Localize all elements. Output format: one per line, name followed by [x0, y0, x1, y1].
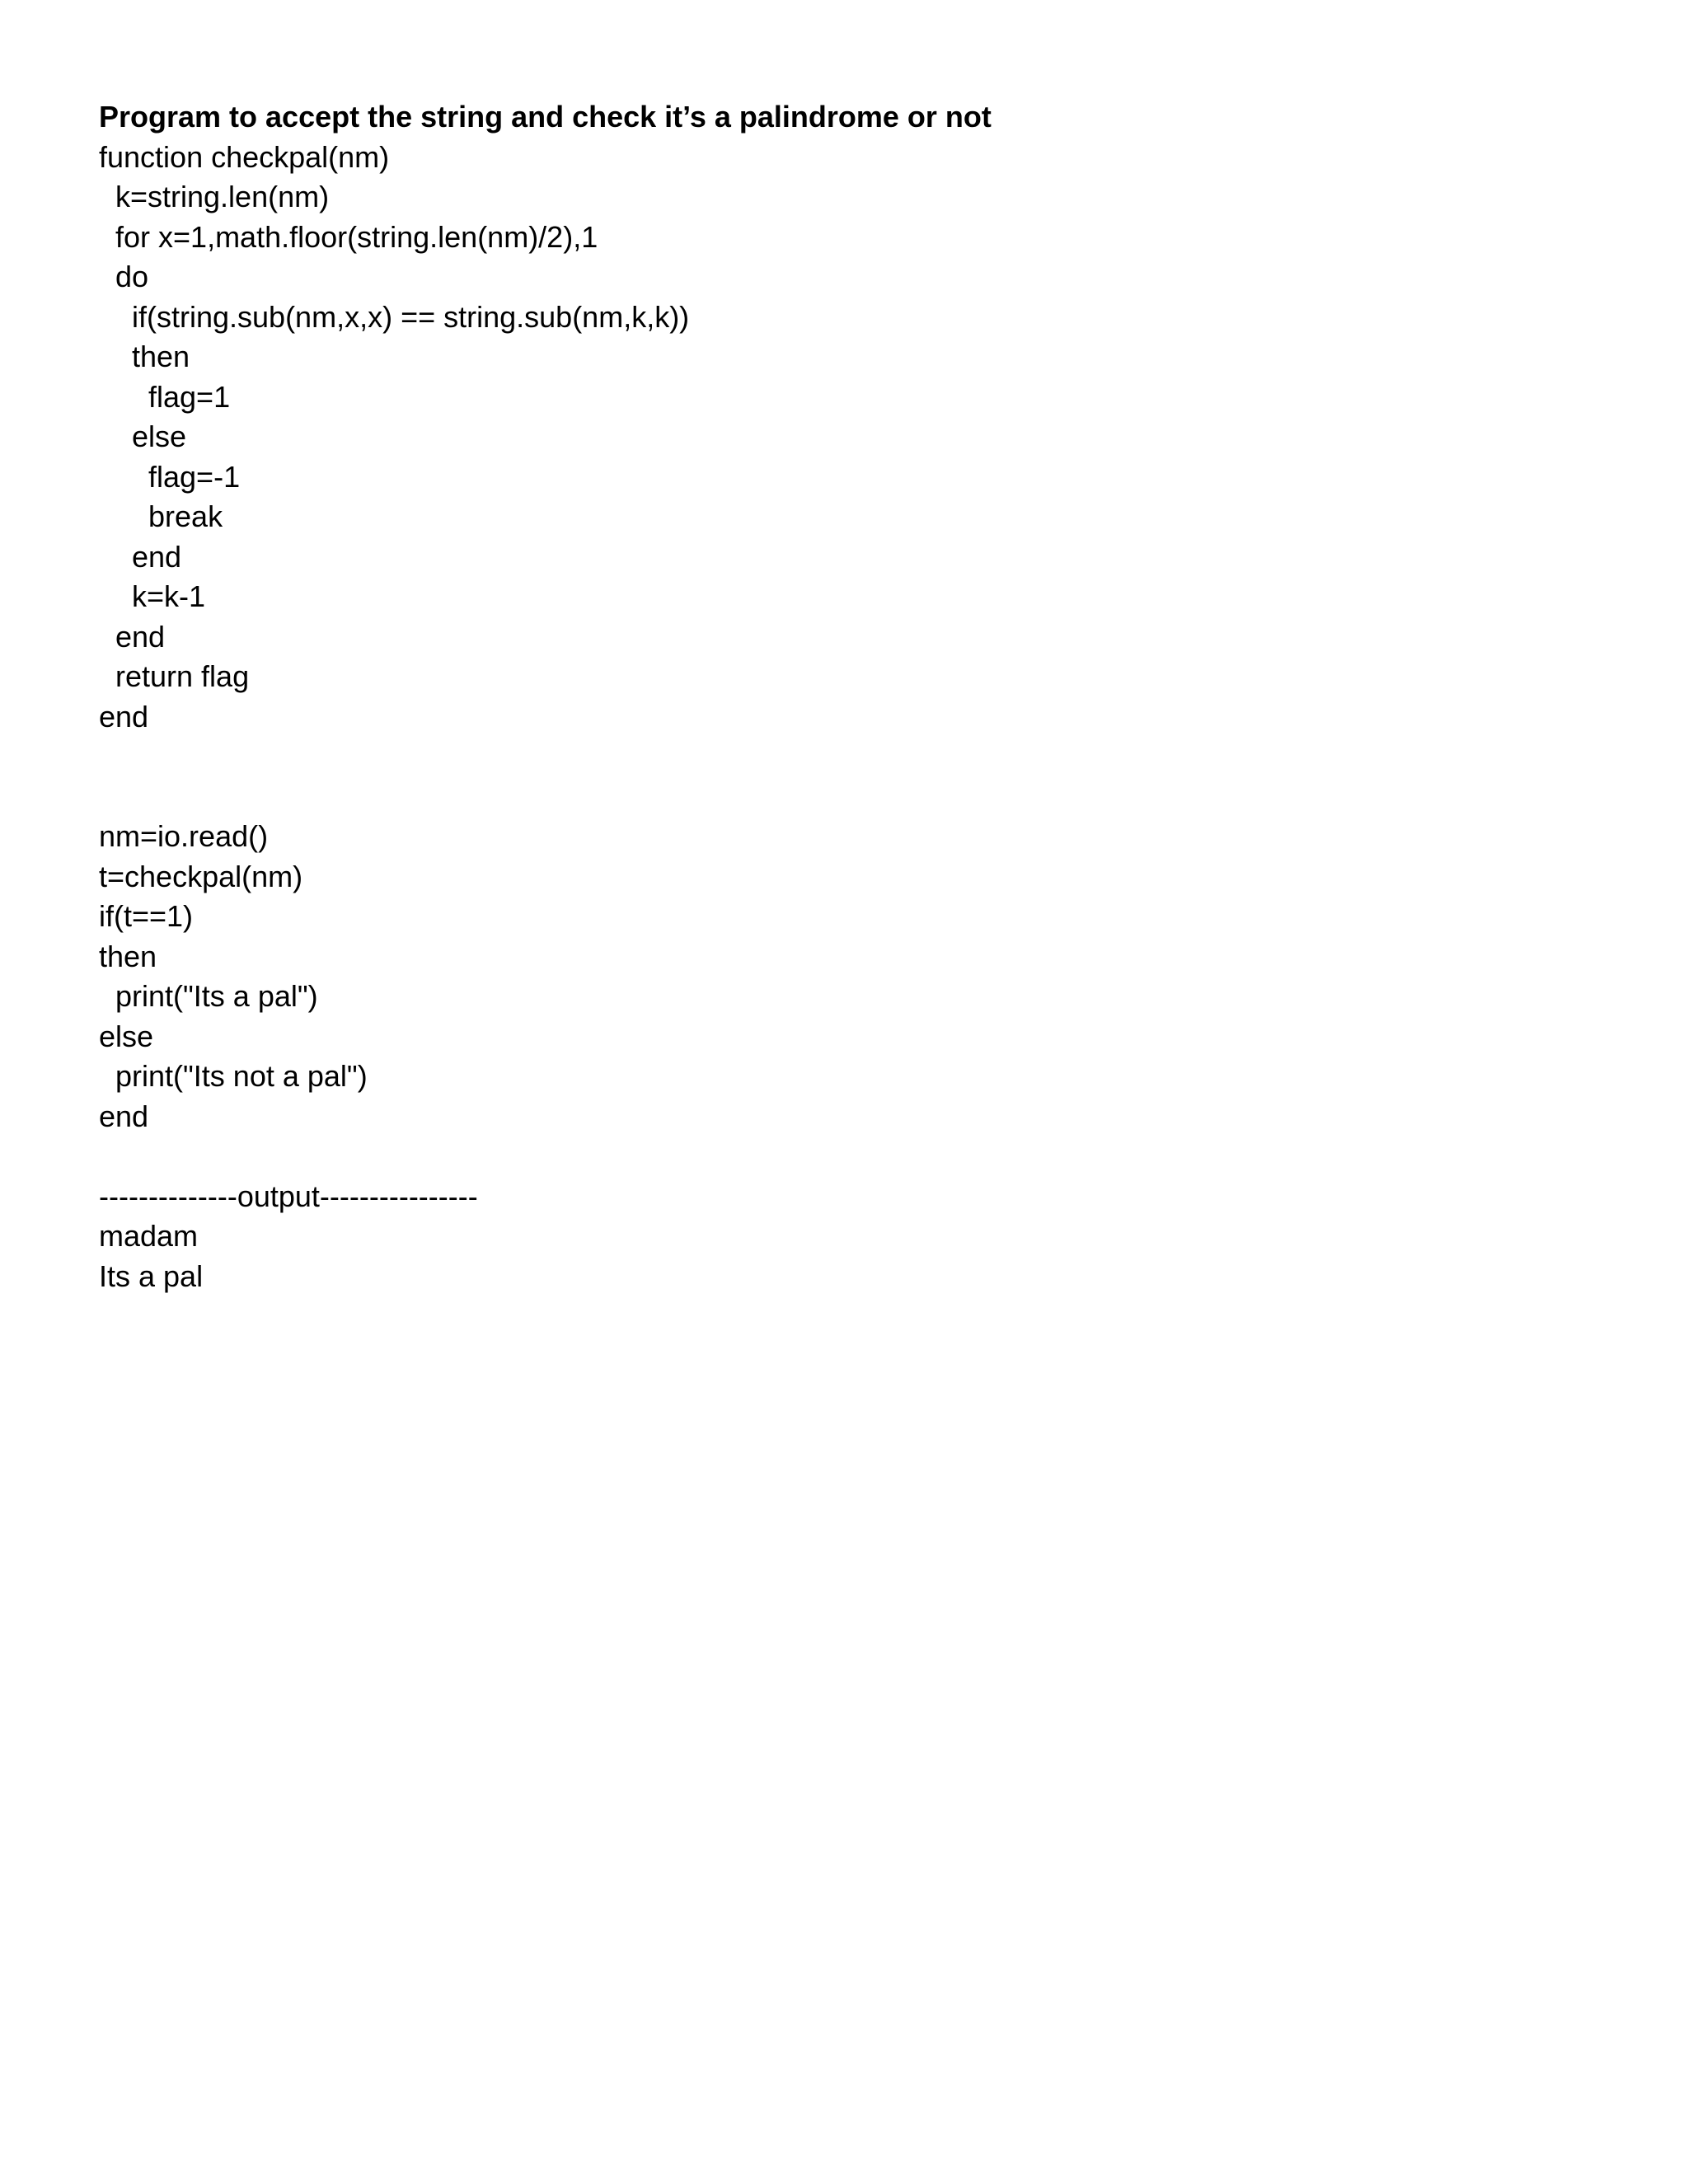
code-line: then	[99, 340, 190, 373]
code-line: Its a pal	[99, 1258, 204, 1293]
code-line: --------------output----------------	[99, 1179, 478, 1213]
code-line: flag=1	[99, 379, 231, 414]
code-line	[99, 777, 1582, 818]
code-line: t=checkpal(nm)	[99, 859, 303, 893]
code-line: madam	[99, 1219, 199, 1253]
code-line: end	[99, 539, 182, 574]
code-line: else	[99, 419, 187, 453]
document-title: Program to accept the string and check it’s a palindrome or not	[99, 100, 992, 134]
code-line: break	[99, 499, 223, 533]
document-body	[99, 97, 1582, 1296]
code-line: end	[99, 699, 149, 733]
code-line: print("Its not a pal")	[99, 1059, 368, 1093]
code-line	[99, 1137, 1582, 1177]
code-line: function checkpal(nm)	[99, 139, 390, 174]
code-line: if(t==1)	[99, 899, 194, 933]
code-line: do	[99, 260, 149, 293]
code-line: nm=io.read()	[99, 819, 269, 853]
code-block	[99, 138, 1582, 1297]
code-line: k=string.len(nm)	[99, 180, 330, 213]
code-line: print("Its a pal")	[99, 979, 318, 1013]
code-line: if(string.sub(nm,x,x) == string.sub(nm,k,k))	[99, 299, 690, 334]
code-line: end	[99, 1099, 149, 1133]
code-line: return flag	[99, 659, 250, 693]
code-line: end	[99, 619, 166, 654]
code-line: else	[99, 1019, 154, 1053]
code-line: then	[99, 939, 157, 973]
code-line	[99, 737, 1582, 777]
code-line: k=k-1	[99, 579, 206, 613]
code-line: for x=1,math.floor(string.len(nm)/2),1	[99, 219, 598, 254]
code-line: flag=-1	[99, 459, 241, 494]
